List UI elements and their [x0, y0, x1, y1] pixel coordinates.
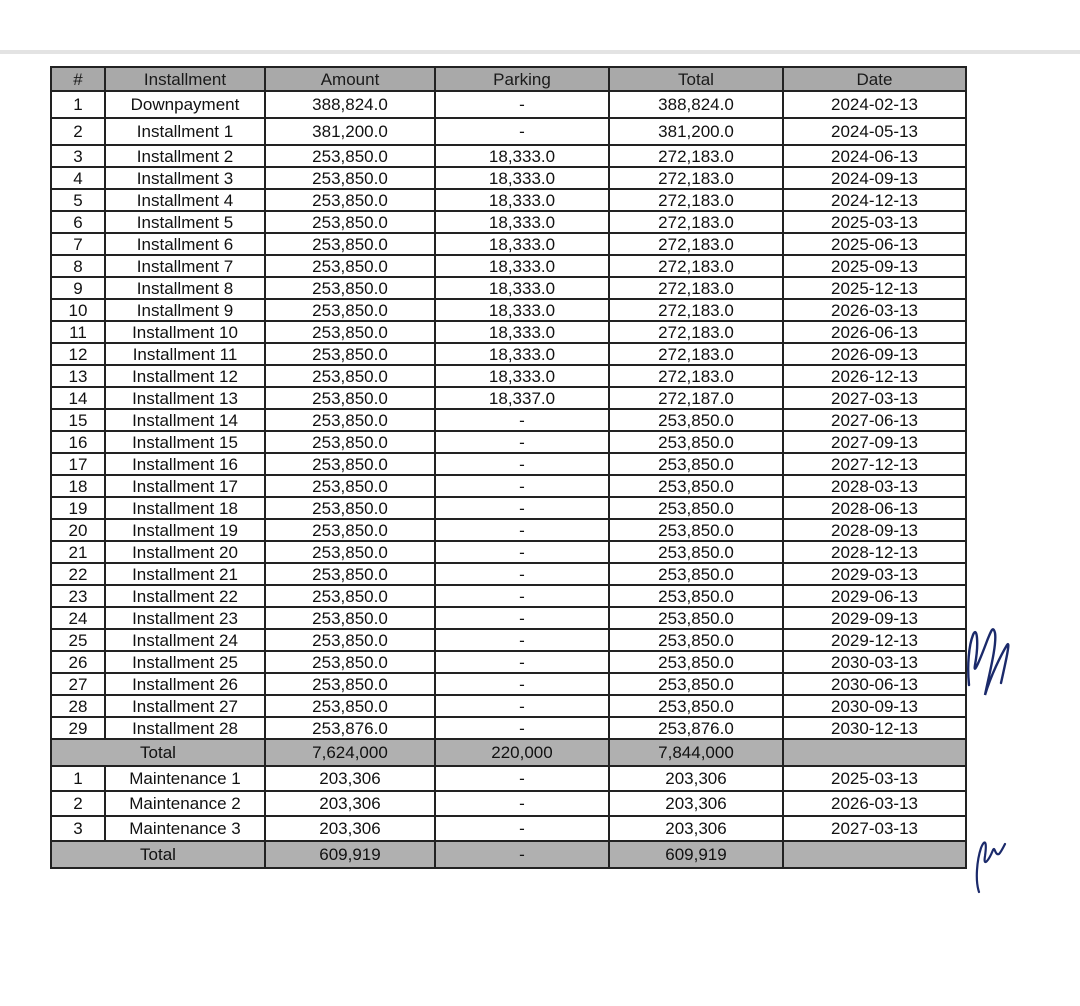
cell-date: 2029-06-13: [783, 585, 966, 607]
cell-date: 2024-02-13: [783, 91, 966, 118]
table-row: [51, 233, 966, 255]
cell-number: 29: [51, 717, 105, 739]
cell-date: 2027-12-13: [783, 453, 966, 475]
signature-mark-lower: [965, 820, 1015, 900]
cell-date: 2027-09-13: [783, 431, 966, 453]
cell-name: Installment 28: [105, 717, 265, 739]
cell-date: 2028-03-13: [783, 475, 966, 497]
cell-name: Maintenance 2: [105, 791, 265, 816]
cell-date: 2027-06-13: [783, 409, 966, 431]
cell-number: 19: [51, 497, 105, 519]
table-row: [51, 145, 966, 167]
cell-parking: -: [435, 673, 609, 695]
cell-amount: 253,850.0: [265, 519, 435, 541]
maintenance-total-row: [51, 841, 966, 868]
cell-name: Installment 22: [105, 585, 265, 607]
cell-number: 2: [51, 791, 105, 816]
cell-date: 2025-09-13: [783, 255, 966, 277]
cell-name: Installment 26: [105, 673, 265, 695]
table-row: [51, 167, 966, 189]
cell-parking: -: [435, 431, 609, 453]
cell-total: 272,183.0: [609, 189, 783, 211]
header-installment: Installment: [105, 67, 265, 91]
cell-parking: -: [435, 497, 609, 519]
header-number: #: [51, 67, 105, 91]
cell-amount: 253,850.0: [265, 145, 435, 167]
cell-amount: 203,306: [265, 791, 435, 816]
cell-total: 272,183.0: [609, 343, 783, 365]
installments-total-parking: 220,000: [435, 739, 609, 766]
cell-date: 2026-09-13: [783, 343, 966, 365]
cell-parking: 18,333.0: [435, 321, 609, 343]
cell-number: 28: [51, 695, 105, 717]
cell-name: Installment 2: [105, 145, 265, 167]
cell-parking: -: [435, 475, 609, 497]
installments-total-date: [783, 739, 966, 766]
table-row: [51, 585, 966, 607]
cell-name: Installment 17: [105, 475, 265, 497]
cell-parking: 18,333.0: [435, 145, 609, 167]
cell-amount: 253,850.0: [265, 431, 435, 453]
cell-date: 2025-03-13: [783, 211, 966, 233]
installments-body: [51, 91, 966, 739]
cell-amount: 253,850.0: [265, 497, 435, 519]
cell-parking: -: [435, 717, 609, 739]
cell-number: 16: [51, 431, 105, 453]
header-parking: Parking: [435, 67, 609, 91]
cell-total: 253,876.0: [609, 717, 783, 739]
cell-number: 24: [51, 607, 105, 629]
maintenance-total-amount: 609,919: [265, 841, 435, 868]
cell-amount: 203,306: [265, 816, 435, 841]
cell-date: 2024-05-13: [783, 118, 966, 145]
cell-date: 2026-03-13: [783, 791, 966, 816]
cell-total: 253,850.0: [609, 497, 783, 519]
cell-date: 2026-03-13: [783, 299, 966, 321]
cell-number: 12: [51, 343, 105, 365]
maintenance-row: [51, 766, 966, 791]
cell-amount: 253,850.0: [265, 189, 435, 211]
cell-number: 3: [51, 816, 105, 841]
cell-date: 2024-06-13: [783, 145, 966, 167]
cell-total: 272,183.0: [609, 211, 783, 233]
cell-total: 388,824.0: [609, 91, 783, 118]
cell-number: 7: [51, 233, 105, 255]
cell-total: 203,306: [609, 766, 783, 791]
cell-date: 2030-06-13: [783, 673, 966, 695]
cell-number: 1: [51, 766, 105, 791]
cell-name: Installment 16: [105, 453, 265, 475]
table-row: [51, 255, 966, 277]
cell-number: 21: [51, 541, 105, 563]
cell-parking: -: [435, 118, 609, 145]
cell-parking: 18,333.0: [435, 167, 609, 189]
table-row: [51, 343, 966, 365]
cell-parking: -: [435, 791, 609, 816]
table-row: [51, 519, 966, 541]
cell-parking: -: [435, 453, 609, 475]
cell-total: 381,200.0: [609, 118, 783, 145]
cell-name: Installment 14: [105, 409, 265, 431]
cell-total: 253,850.0: [609, 453, 783, 475]
cell-date: 2027-03-13: [783, 816, 966, 841]
header-total: Total: [609, 67, 783, 91]
signature-mark-upper: [955, 605, 1025, 715]
cell-amount: 203,306: [265, 766, 435, 791]
cell-total: 203,306: [609, 791, 783, 816]
cell-parking: 18,333.0: [435, 233, 609, 255]
cell-number: 6: [51, 211, 105, 233]
cell-parking: -: [435, 541, 609, 563]
cell-name: Installment 20: [105, 541, 265, 563]
table-row: [51, 211, 966, 233]
header-date: Date: [783, 67, 966, 91]
cell-date: 2027-03-13: [783, 387, 966, 409]
maintenance-total-parking: -: [435, 841, 609, 868]
installments-total-amount: 7,624,000: [265, 739, 435, 766]
cell-amount: 253,850.0: [265, 453, 435, 475]
cell-name: Maintenance 1: [105, 766, 265, 791]
cell-amount: 253,850.0: [265, 409, 435, 431]
photo-top-band: [0, 0, 1080, 54]
table-row: [51, 118, 966, 145]
cell-number: 11: [51, 321, 105, 343]
cell-name: Installment 15: [105, 431, 265, 453]
cell-amount: 253,850.0: [265, 585, 435, 607]
cell-total: 253,850.0: [609, 563, 783, 585]
cell-total: 253,850.0: [609, 409, 783, 431]
cell-amount: 253,850.0: [265, 211, 435, 233]
cell-parking: -: [435, 409, 609, 431]
cell-number: 8: [51, 255, 105, 277]
cell-number: 15: [51, 409, 105, 431]
cell-date: 2030-12-13: [783, 717, 966, 739]
cell-number: 14: [51, 387, 105, 409]
cell-date: 2024-09-13: [783, 167, 966, 189]
cell-date: 2029-12-13: [783, 629, 966, 651]
cell-total: 253,850.0: [609, 629, 783, 651]
maintenance-total-label: Total: [51, 841, 265, 868]
cell-number: 4: [51, 167, 105, 189]
cell-name: Installment 10: [105, 321, 265, 343]
cell-parking: -: [435, 607, 609, 629]
cell-name: Installment 11: [105, 343, 265, 365]
cell-number: 3: [51, 145, 105, 167]
cell-date: 2025-03-13: [783, 766, 966, 791]
cell-amount: 253,850.0: [265, 541, 435, 563]
table-row: [51, 497, 966, 519]
payment-schedule-table: [50, 66, 967, 869]
table-row: [51, 475, 966, 497]
maintenance-row: [51, 816, 966, 841]
cell-name: Installment 23: [105, 607, 265, 629]
cell-name: Installment 24: [105, 629, 265, 651]
cell-date: 2029-09-13: [783, 607, 966, 629]
cell-total: 253,850.0: [609, 519, 783, 541]
maintenance-total-date: [783, 841, 966, 868]
cell-name: Installment 7: [105, 255, 265, 277]
header-amount: Amount: [265, 67, 435, 91]
payment-schedule-sheet: [50, 66, 965, 869]
cell-name: Installment 5: [105, 211, 265, 233]
cell-date: 2025-06-13: [783, 233, 966, 255]
cell-amount: 253,850.0: [265, 233, 435, 255]
cell-amount: 253,850.0: [265, 343, 435, 365]
table-row: [51, 365, 966, 387]
cell-name: Installment 12: [105, 365, 265, 387]
cell-name: Installment 13: [105, 387, 265, 409]
table-row: [51, 651, 966, 673]
cell-parking: -: [435, 585, 609, 607]
cell-amount: 253,876.0: [265, 717, 435, 739]
cell-parking: 18,333.0: [435, 189, 609, 211]
cell-total: 272,183.0: [609, 365, 783, 387]
cell-parking: 18,333.0: [435, 255, 609, 277]
cell-amount: 253,850.0: [265, 387, 435, 409]
cell-date: 2026-06-13: [783, 321, 966, 343]
cell-total: 253,850.0: [609, 431, 783, 453]
table-header-row: [51, 67, 966, 91]
table-row: [51, 277, 966, 299]
cell-date: 2028-09-13: [783, 519, 966, 541]
installments-total-row: [51, 739, 966, 766]
table-row: [51, 717, 966, 739]
maintenance-row: [51, 791, 966, 816]
installments-total-total: 7,844,000: [609, 739, 783, 766]
cell-parking: 18,333.0: [435, 365, 609, 387]
cell-name: Installment 19: [105, 519, 265, 541]
cell-total: 253,850.0: [609, 673, 783, 695]
cell-number: 5: [51, 189, 105, 211]
table-row: [51, 673, 966, 695]
table-row: [51, 541, 966, 563]
maintenance-body: [51, 766, 966, 841]
cell-parking: -: [435, 629, 609, 651]
cell-parking: 18,333.0: [435, 299, 609, 321]
cell-total: 272,187.0: [609, 387, 783, 409]
cell-date: 2030-09-13: [783, 695, 966, 717]
cell-total: 253,850.0: [609, 541, 783, 563]
cell-name: Installment 9: [105, 299, 265, 321]
cell-name: Installment 21: [105, 563, 265, 585]
table-row: [51, 607, 966, 629]
cell-total: 272,183.0: [609, 167, 783, 189]
table-row: [51, 189, 966, 211]
cell-date: 2028-06-13: [783, 497, 966, 519]
cell-name: Downpayment: [105, 91, 265, 118]
cell-total: 253,850.0: [609, 651, 783, 673]
cell-parking: -: [435, 563, 609, 585]
cell-amount: 253,850.0: [265, 167, 435, 189]
cell-number: 18: [51, 475, 105, 497]
cell-parking: -: [435, 816, 609, 841]
cell-parking: 18,333.0: [435, 343, 609, 365]
cell-amount: 253,850.0: [265, 651, 435, 673]
installments-total-label: Total: [51, 739, 265, 766]
table-row: [51, 409, 966, 431]
cell-number: 9: [51, 277, 105, 299]
cell-number: 17: [51, 453, 105, 475]
cell-parking: 18,337.0: [435, 387, 609, 409]
cell-parking: 18,333.0: [435, 277, 609, 299]
cell-date: 2024-12-13: [783, 189, 966, 211]
cell-amount: 253,850.0: [265, 475, 435, 497]
cell-parking: -: [435, 519, 609, 541]
cell-number: 1: [51, 91, 105, 118]
table-row: [51, 299, 966, 321]
cell-number: 23: [51, 585, 105, 607]
cell-number: 22: [51, 563, 105, 585]
cell-name: Installment 3: [105, 167, 265, 189]
cell-amount: 381,200.0: [265, 118, 435, 145]
cell-date: 2026-12-13: [783, 365, 966, 387]
cell-name: Installment 25: [105, 651, 265, 673]
cell-amount: 388,824.0: [265, 91, 435, 118]
cell-number: 10: [51, 299, 105, 321]
table-row: [51, 387, 966, 409]
cell-parking: -: [435, 91, 609, 118]
cell-amount: 253,850.0: [265, 365, 435, 387]
cell-total: 272,183.0: [609, 255, 783, 277]
cell-total: 253,850.0: [609, 607, 783, 629]
table-row: [51, 629, 966, 651]
cell-total: 272,183.0: [609, 277, 783, 299]
cell-parking: 18,333.0: [435, 211, 609, 233]
cell-date: 2029-03-13: [783, 563, 966, 585]
cell-total: 272,183.0: [609, 299, 783, 321]
cell-amount: 253,850.0: [265, 277, 435, 299]
maintenance-total-total: 609,919: [609, 841, 783, 868]
cell-total: 272,183.0: [609, 321, 783, 343]
cell-date: 2025-12-13: [783, 277, 966, 299]
cell-date: 2028-12-13: [783, 541, 966, 563]
cell-date: 2030-03-13: [783, 651, 966, 673]
cell-parking: -: [435, 766, 609, 791]
cell-total: 253,850.0: [609, 585, 783, 607]
cell-parking: -: [435, 695, 609, 717]
cell-amount: 253,850.0: [265, 321, 435, 343]
cell-number: 2: [51, 118, 105, 145]
cell-amount: 253,850.0: [265, 299, 435, 321]
cell-total: 272,183.0: [609, 145, 783, 167]
cell-total: 203,306: [609, 816, 783, 841]
cell-name: Installment 27: [105, 695, 265, 717]
cell-parking: -: [435, 651, 609, 673]
cell-name: Installment 18: [105, 497, 265, 519]
table-row: [51, 431, 966, 453]
table-row: [51, 563, 966, 585]
cell-number: 25: [51, 629, 105, 651]
cell-number: 27: [51, 673, 105, 695]
cell-total: 253,850.0: [609, 695, 783, 717]
cell-amount: 253,850.0: [265, 607, 435, 629]
cell-name: Maintenance 3: [105, 816, 265, 841]
cell-amount: 253,850.0: [265, 563, 435, 585]
table-row: [51, 453, 966, 475]
cell-number: 26: [51, 651, 105, 673]
cell-amount: 253,850.0: [265, 255, 435, 277]
table-row: [51, 321, 966, 343]
cell-name: Installment 8: [105, 277, 265, 299]
table-row: [51, 695, 966, 717]
cell-total: 272,183.0: [609, 233, 783, 255]
cell-amount: 253,850.0: [265, 673, 435, 695]
cell-amount: 253,850.0: [265, 629, 435, 651]
cell-number: 13: [51, 365, 105, 387]
cell-name: Installment 6: [105, 233, 265, 255]
cell-total: 253,850.0: [609, 475, 783, 497]
cell-amount: 253,850.0: [265, 695, 435, 717]
table-row: [51, 91, 966, 118]
cell-number: 20: [51, 519, 105, 541]
cell-name: Installment 4: [105, 189, 265, 211]
cell-name: Installment 1: [105, 118, 265, 145]
